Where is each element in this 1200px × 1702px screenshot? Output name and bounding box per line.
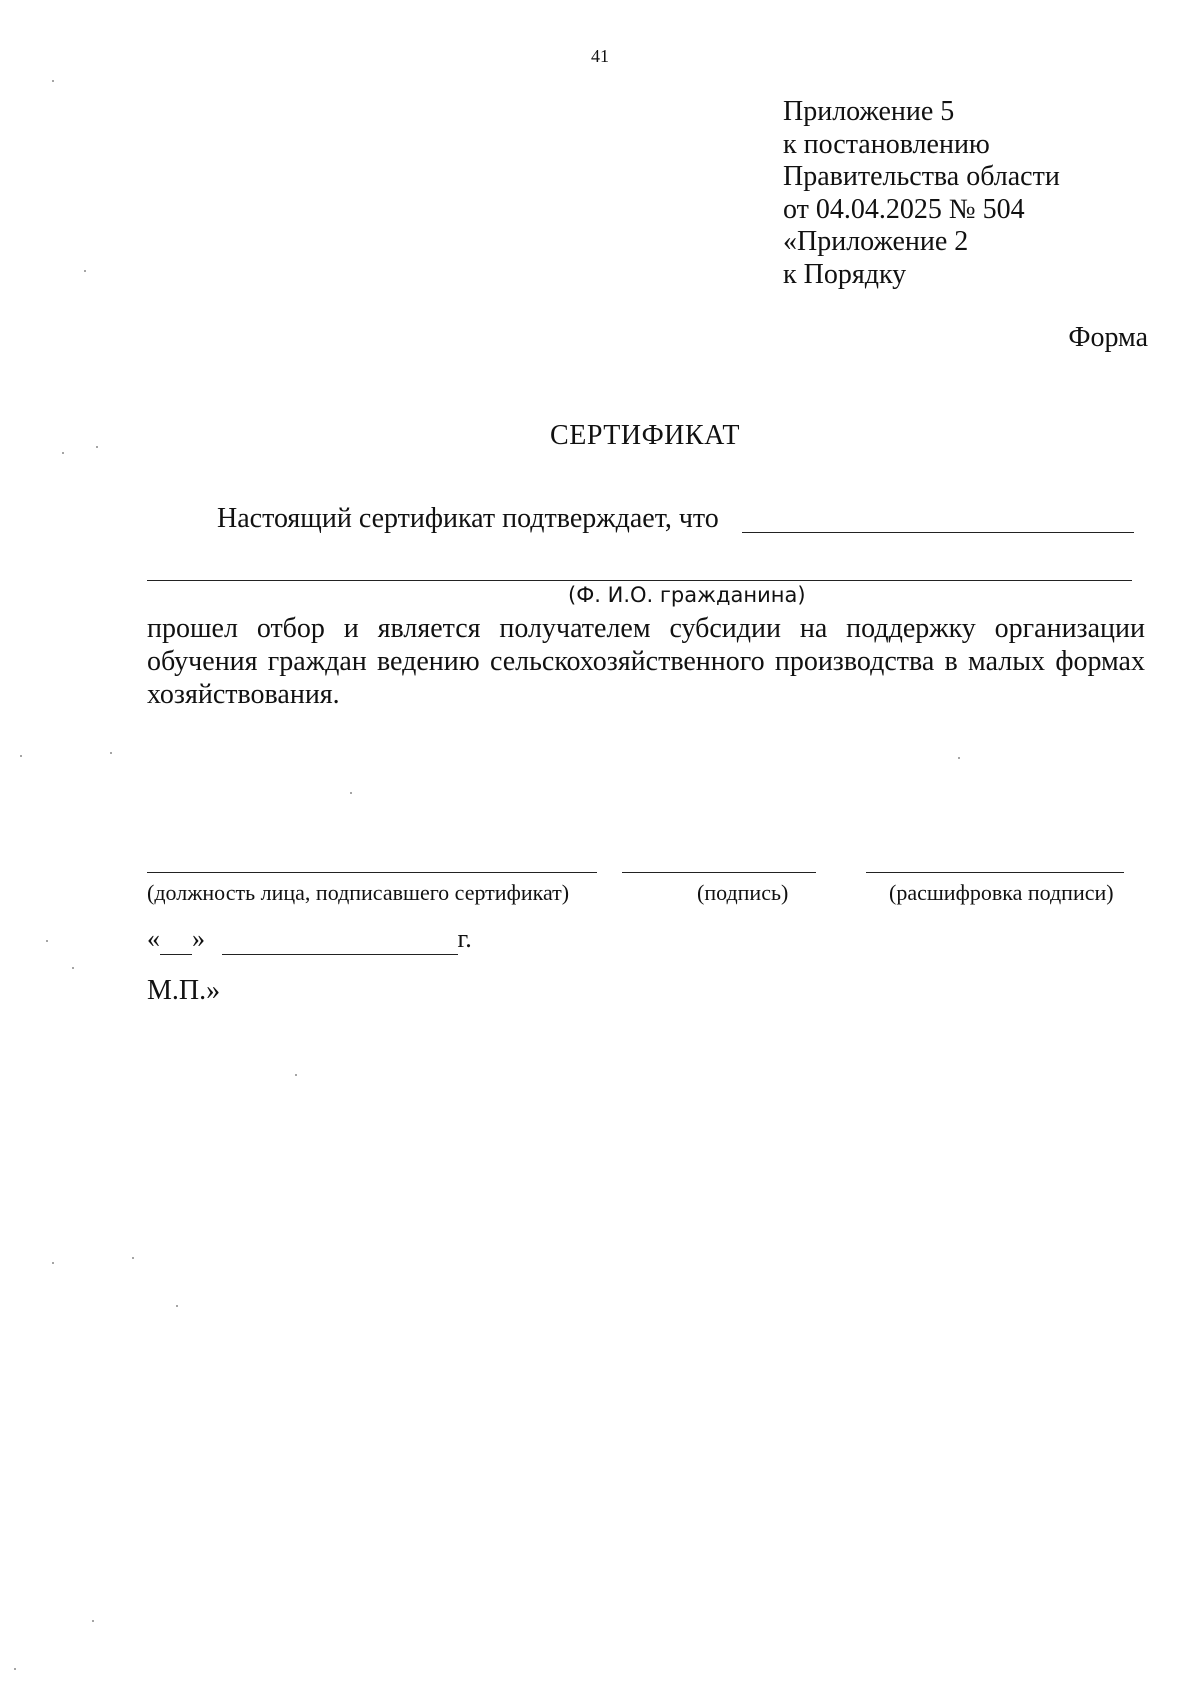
appendix-line: от 04.04.2025 № 504 [783,193,1025,225]
scan-speck [132,1257,134,1259]
appendix-line: к постановлению [783,128,990,160]
decoding-blank-line [866,872,1124,873]
date-open-quote: « [147,924,160,953]
appendix-block [783,96,1060,291]
scan-speck [350,792,352,794]
scan-speck [52,80,54,82]
seal-mark: М.П.» [147,975,221,1006]
date-close-quote: » [192,924,205,953]
scan-speck [52,1262,54,1264]
scan-speck [46,940,48,942]
scan-speck [14,1668,16,1670]
form-label: Форма [1068,322,1148,353]
appendix-line: «Приложение 2 [783,226,969,257]
signature-blank-line [622,872,816,873]
scan-speck [96,446,98,448]
position-caption: (должность лица, подписавшего сертификат) [147,880,570,905]
appendix-line: Правительства области [783,161,1060,192]
position-blank-line [147,872,597,873]
month-year-blank [222,924,458,955]
day-blank [160,924,192,955]
document-title: СЕРТИФИКАТ [550,420,740,451]
scan-speck [176,1305,178,1307]
appendix-line: Приложение 5 [783,96,955,127]
scan-speck [958,757,960,759]
certificate-body-text: прошел отбор и является получателем субсидии на поддержку организации обучения граждан ведению сельскохозяйственного производства в малых формах хозяйствования. [147,613,1145,710]
intro-text: Настоящий сертификат подтверждает, что [217,503,719,534]
fio-blank-line-2 [147,580,1132,581]
decoding-caption: (расшифровка подписи) [889,880,1114,905]
scan-speck [72,967,74,969]
year-suffix: г. [457,924,472,953]
scan-speck [295,1074,297,1076]
page-number: 41 [591,46,609,66]
scan-speck [110,752,112,754]
date-row [147,924,472,955]
appendix-line: к Порядку [783,258,907,290]
fio-caption: (Ф. И.О. гражданина) [568,583,806,607]
fio-blank-line-1 [742,532,1134,533]
signature-caption: (подпись) [697,880,789,905]
scan-speck [84,270,86,272]
scan-speck [92,1620,94,1622]
scan-speck [20,755,22,757]
scan-speck [62,452,64,454]
